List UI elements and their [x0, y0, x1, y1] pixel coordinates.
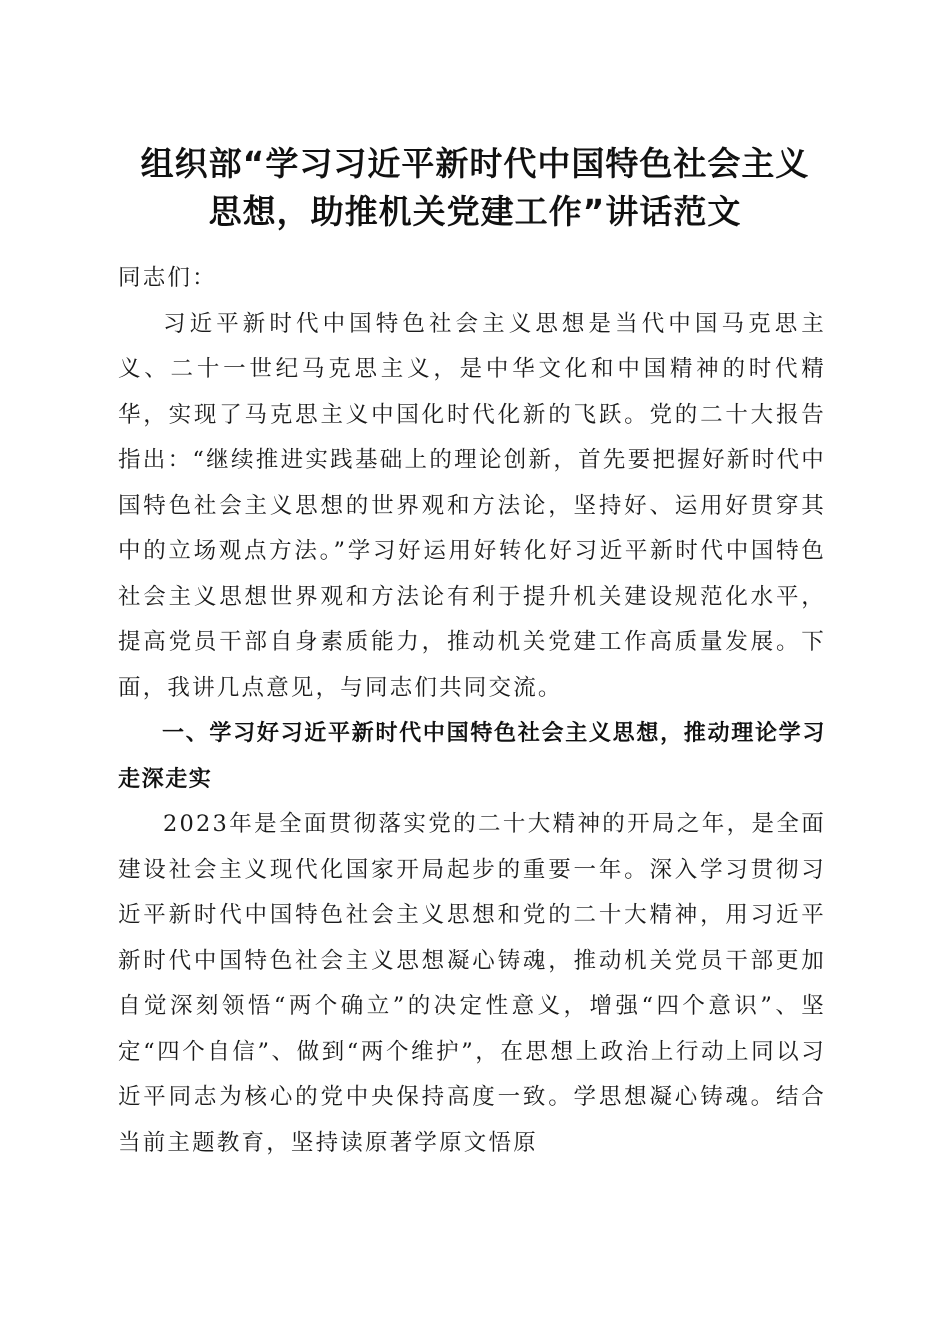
document-title-line2: 思想，助推机关党建工作”讲话范文 — [208, 192, 742, 231]
salutation: 同志们： — [118, 265, 217, 291]
document-body — [118, 256, 826, 1166]
paragraph-intro: 习近平新时代中国特色社会主义思想是当代中国马克思主义、二十一世纪马克思主义，是中华文化和中国精神的时代精华，实现了马克思主义中国化时代化新的飞跃。党的二十大报告指出：“继续推进实践基础上的理论创新，首先要把握好新时代中国特色社会主义思想的世界观和方法论，坚持好、运用好贯穿其中的立场观点方法。”学习好运用好转化好习近平新时代中国特色社会主义思想世界观和方法论有利于提升机关建设规范化水平，提高党员干部自身素质能力，推动机关党建工作高质量发展。下面，我讲几点意见，与同志们共同交流。 — [118, 310, 826, 701]
section-heading-1: 一、学习好习近平新时代中国特色社会主义思想，推动理论学习走深走实 — [118, 721, 826, 792]
document-title-line1: 组织部“学习习近平新时代中国特色社会主义 — [140, 144, 810, 183]
paragraph-section-1: 2023年是全面贯彻落实党的二十大精神的开局之年，是全面建设社会主义现代化国家开局起步的重要一年。深入学习贯彻习近平新时代中国特色社会主义思想和党的二十大精神，用习近平新时代中国特色社会主义思想凝心铸魂，推动机关党员干部更加自觉深刻领悟“两个确立”的决定性意义，增强“四个意识”、坚定“四个自信”、做到“两个维护”，在思想上政治上行动上同以习近平同志为核心的党中央保持高度一致。学思想凝心铸魂。结合当前主题教育，坚持读原著学原文悟原 — [118, 811, 826, 1156]
